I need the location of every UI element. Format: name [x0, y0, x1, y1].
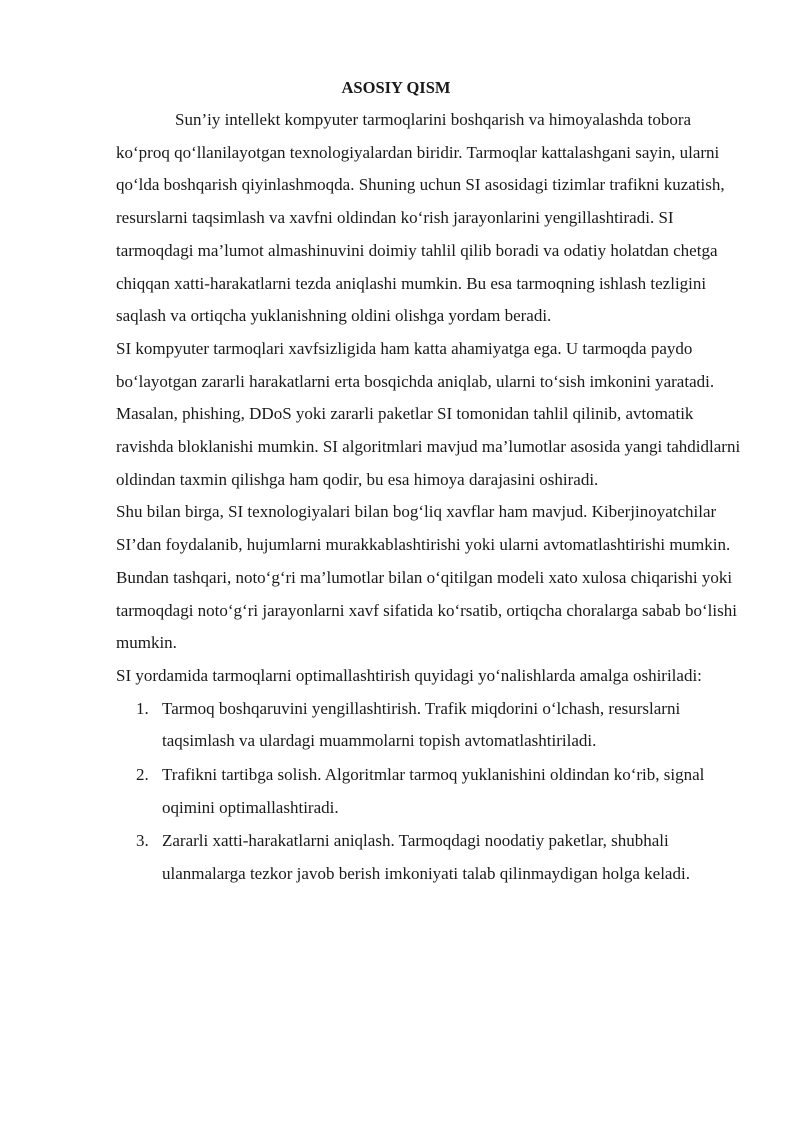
list-item-text: Trafikni tartibga solish. Algoritmlar tarmoq yuklanishini oldindan ko‘rib, signal oqimini optimallashtiradi. — [162, 765, 705, 817]
paragraph-security: SI kompyuter tarmoqlari xavfsizligida ham katta ahamiyatga ega. U tarmoqda paydo bo‘layotgan zararli harakatlarni erta bosqichda aniqlab, ularni to‘sish imkonini yaratadi. Masalan, phishing, DDoS yoki zararli paketlar SI tomonidan tahlil qilinib, avtomatik ravishda bloklanishi mumkin. SI algoritmlari mavjud ma’lumotlar asosida yangi tahdidlarni oldindan taxmin qilishga ham qodir, bu esa himoya darajasini oshiradi. — [116, 338, 741, 489]
list-item — [116, 825, 746, 890]
list-item-text: Zararli xatti-harakatlarni aniqlash. Tarmoqdagi noodatiy paketlar, shubhali ulanmalarga tezkor javob berish imkoniyati talab qilinmaydigan holga keladi. — [162, 831, 690, 884]
paragraph-intro: Sun’iy intellekt kompyuter tarmoqlarini boshqarish va himoyalashda tobora ko‘proq qo‘llanilayotgan texnologiyalardan biridir. Tarmoqlar kattalashgani sayin, ularni qo‘lda boshqarish qiyinlashmoqda. Shuning uchun SI asosidagi tizimlar trafikni kuzatish, resurslarni taqsimlash va xavfni oldindan ko‘rish jarayonlarini yengillashtiradi. SI tarmoqdagi ma’lumot almashinuvini doimiy tahlil qilib boradi va odatiy holatdan chetga chiqqan xatti-harakatlarni tezda aniqlashi mumkin. Bu esa tarmoqning ishlash tezligini saqlash va ortiqcha yuklanishning oldini olishga yordam beradi. — [116, 110, 725, 326]
section-title: ASOSIY QISM — [341, 78, 451, 97]
list-item — [116, 759, 746, 824]
numbered-list — [116, 693, 746, 891]
list-number: 1. — [136, 698, 149, 718]
paragraph-risks: Shu bilan birga, SI texnologiyalari bilan bog‘liq xavflar ham mavjud. Kiberjinoyatchilar SI’dan foydalanib, hujumlarni murakkablashtirishi yoki ularni avtomatlashtirishi mumkin. Bundan tashqari, noto‘g‘ri ma’lumotlar bilan o‘qitilgan modeli xato xulosa chiqarishi yoki tarmoqdagi noto‘g‘ri jarayonlarni xavf sifatida ko‘rsatib, ortiqcha choralarga sabab bo‘lishi mumkin. — [116, 502, 737, 653]
paragraph-list-intro: SI yordamida tarmoqlarni optimallashtirish quyidagi yo‘nalishlarda amalga oshiriladi: — [116, 665, 702, 685]
list-item — [116, 693, 746, 758]
list-item-text: Tarmoq boshqaruvini yengillashtirish. Trafik miqdorini o‘lchash, resurslarni taqsimlash va ulardagi muammolarni topish avtomatlashtiriladi. — [162, 698, 681, 751]
list-number: 3. — [136, 831, 149, 851]
list-number: 2. — [136, 765, 149, 785]
document-page — [116, 72, 746, 892]
